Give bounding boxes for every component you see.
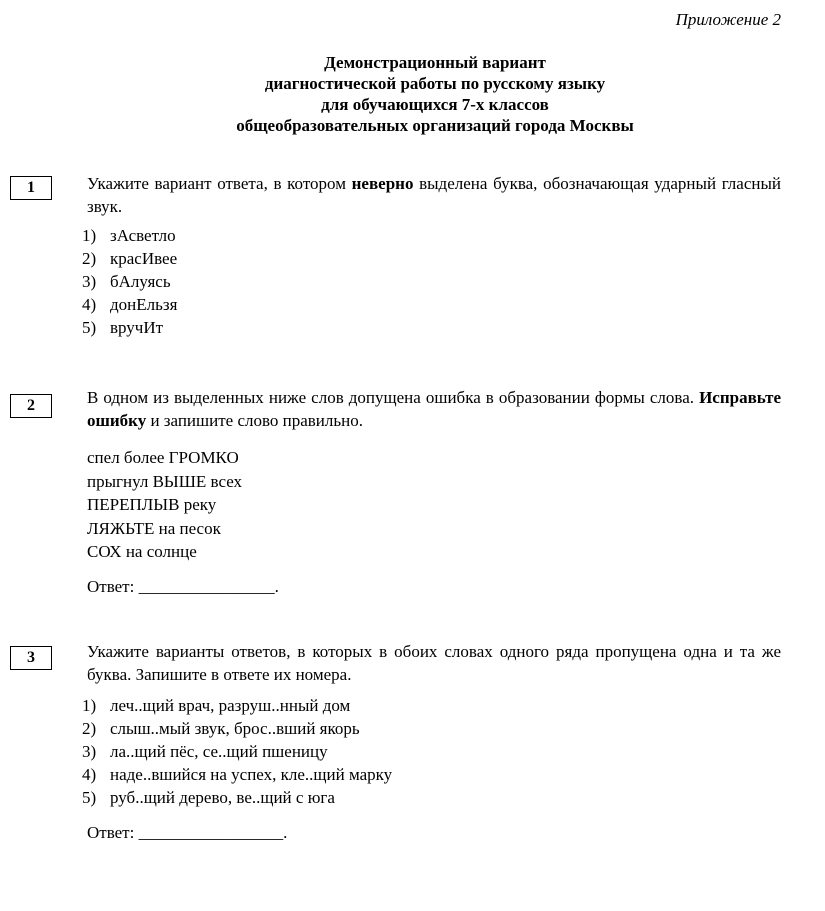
option-text: наде..вшийся на успех, кле..щий марку <box>110 765 393 784</box>
option-item <box>82 293 177 316</box>
task-1-text-bold: неверно <box>351 174 414 193</box>
option-number: 1) <box>82 226 97 245</box>
task-1-question <box>87 172 781 218</box>
task-1-text-after: выделена буква, обозначающая ударный гласный звук. <box>87 174 781 216</box>
option-item <box>82 224 177 247</box>
option-number: 5) <box>82 318 97 337</box>
option-item <box>82 270 177 293</box>
task-1-text-before: Укажите вариант ответа, в котором <box>87 174 352 193</box>
option-text: донЕльзя <box>110 295 178 314</box>
option-text: руб..щий дерево, ве..щий с юга <box>110 788 335 807</box>
option-text: вручИт <box>110 318 164 337</box>
task-3-answer-line[interactable]: Ответ: _________________. <box>87 823 288 842</box>
header-line-3: для обучающихся 7-х классов <box>321 95 549 114</box>
option-item <box>82 316 177 339</box>
task-number-box: 1 <box>10 176 52 200</box>
task-3-question: Укажите варианты ответов, в которых в обоих словах одного ряда пропущена одна и та же буква. Запишите в ответе их номера. <box>87 642 781 684</box>
task-2-question <box>87 386 781 432</box>
option-number: 4) <box>82 765 97 784</box>
option-number: 5) <box>82 788 97 807</box>
word-item: СОХ на солнце <box>87 542 197 561</box>
option-item <box>82 763 392 786</box>
appendix-label: Приложение 2 <box>675 10 781 29</box>
option-text: слыш..мый звук, брос..вший якорь <box>110 719 360 738</box>
option-item <box>82 717 392 740</box>
option-text: бАлуясь <box>110 272 171 291</box>
option-item <box>82 247 177 270</box>
document-header <box>0 52 825 136</box>
task-2-words <box>87 446 242 564</box>
task-number-box: 2 <box>10 394 52 418</box>
option-item <box>82 786 392 809</box>
task-number-box: 3 <box>10 646 52 670</box>
option-number: 2) <box>82 719 97 738</box>
header-line-2: диагностической работы по русскому языку <box>264 74 606 93</box>
task-2-text-bold: Исправьте ошибку <box>87 388 781 430</box>
word-item: прыгнул ВЫШЕ всех <box>87 471 243 491</box>
task-2-answer-line[interactable]: Ответ: ________________. <box>87 577 279 596</box>
task-1-options <box>82 224 177 339</box>
option-item <box>82 740 392 763</box>
option-number: 3) <box>82 742 97 761</box>
word-item: ЛЯЖЬТЕ на песок <box>87 518 221 538</box>
option-item <box>82 694 392 717</box>
option-text: красИвее <box>110 249 178 268</box>
option-number: 2) <box>82 249 97 268</box>
header-line-1: Демонстрационный вариант <box>324 53 546 72</box>
option-text: зАсветло <box>110 226 176 245</box>
header-line-4: общеобразовательных организаций города Москвы <box>236 116 634 135</box>
option-number: 3) <box>82 272 97 291</box>
option-text: леч..щий врач, разруш..нный дом <box>110 696 351 715</box>
task-2-text-after: и запишите слово правильно. <box>146 411 363 430</box>
word-item: спел более ГРОМКО <box>87 448 239 467</box>
word-item: ПЕРЕПЛЫВ реку <box>87 495 217 514</box>
option-number: 4) <box>82 295 97 314</box>
option-text: ла..щий пёс, се..щий пшеницу <box>110 742 328 761</box>
task-2-text-before: В одном из выделенных ниже слов допущена ошибка в образовании формы слова. <box>87 388 700 407</box>
option-number: 1) <box>82 696 97 715</box>
task-3-options <box>82 694 392 809</box>
